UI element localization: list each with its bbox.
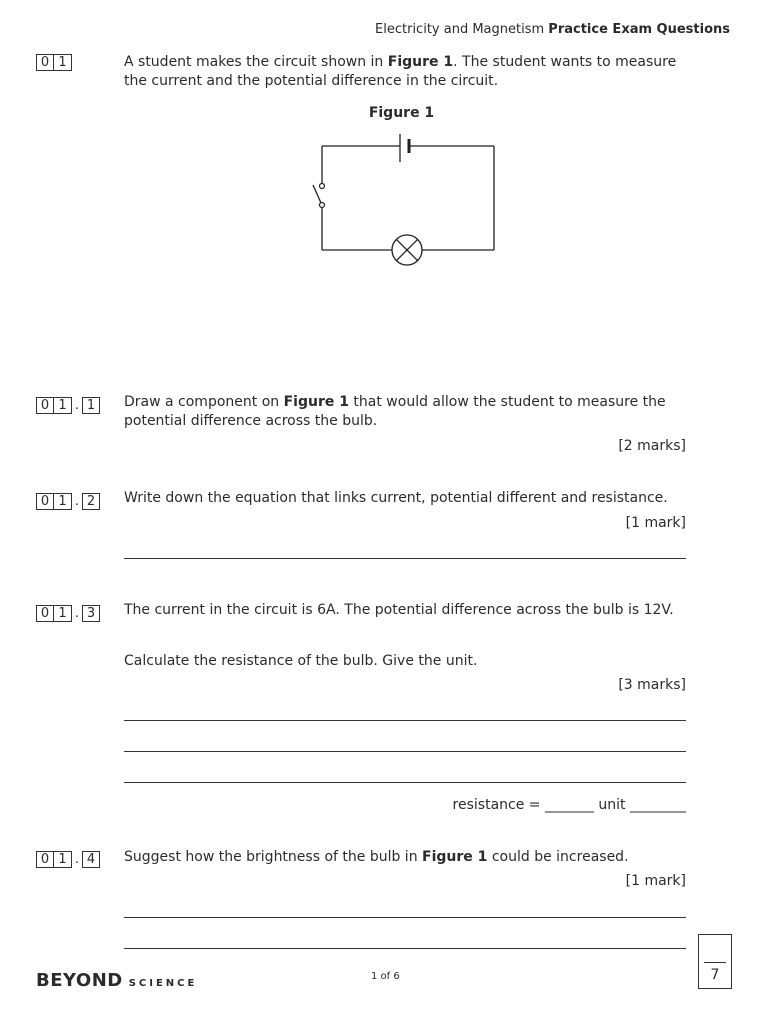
qnum-digit: 3 xyxy=(82,605,100,622)
qnum-digit: 1 xyxy=(54,493,72,510)
question-01-3-text-2: Calculate the resistance of the bulb. Give the unit. xyxy=(124,653,478,669)
qnum-digit: 1 xyxy=(82,397,100,414)
switch-symbol xyxy=(313,184,325,208)
answer-line[interactable] xyxy=(124,751,686,752)
marks-label: [2 marks] xyxy=(618,438,686,454)
qnum-digit: 0 xyxy=(36,54,54,71)
question-number-01-2: 0 1 . 2 xyxy=(36,493,100,510)
qnum-digit: 0 xyxy=(36,851,54,868)
question-number-01-4: 0 1 . 4 xyxy=(36,851,100,868)
question-01-text: A student makes the circuit shown in Figure 1. The student wants to measure the current and the potential difference in the circuit. xyxy=(124,54,677,89)
lamp-symbol xyxy=(392,235,422,265)
qnum-digit: 1 xyxy=(54,851,72,868)
header-title: Practice Exam Questions xyxy=(548,22,730,37)
circuit-diagram xyxy=(300,128,500,268)
question-01-4-text: Suggest how the brightness of the bulb in Figure 1 could be increased. xyxy=(124,849,629,865)
qnum-digit: 0 xyxy=(36,397,54,414)
question-01-3-text: The current in the circuit is 6A. The potential difference across the bulb is 12V. xyxy=(124,602,674,618)
answer-line[interactable] xyxy=(124,558,686,559)
answer-line[interactable] xyxy=(124,948,686,949)
figure-title: Figure 1 xyxy=(368,105,435,121)
page-header xyxy=(375,22,730,37)
qnum-digit: 4 xyxy=(82,851,100,868)
question-01-2-text: Write down the equation that links current, potential different and resistance. xyxy=(124,490,668,506)
qnum-digit: 2 xyxy=(82,493,100,510)
marks-label: [3 marks] xyxy=(618,677,686,693)
question-01-1-text: Draw a component on Figure 1 that would allow the student to measure the potential difference across the bulb. xyxy=(124,394,666,429)
qnum-digit: 0 xyxy=(36,605,54,622)
page-number: 1 of 6 xyxy=(371,971,400,982)
qnum-digit: 1 xyxy=(54,54,72,71)
answer-line[interactable] xyxy=(124,720,686,721)
marks-label: [1 mark] xyxy=(625,873,686,889)
qnum-digit: 1 xyxy=(54,397,72,414)
question-number-01 xyxy=(36,54,72,71)
question-number-01-3: 0 1 . 3 xyxy=(36,605,100,622)
question-number-01-1: 0 1 . 1 xyxy=(36,397,100,414)
qnum-digit: 1 xyxy=(54,605,72,622)
brand-logo: BEYOND SCIENCE xyxy=(36,970,198,991)
qnum-digit: 0 xyxy=(36,493,54,510)
total-marks-box xyxy=(698,934,732,989)
answer-line[interactable] xyxy=(124,782,686,783)
answer-line[interactable] xyxy=(124,917,686,918)
marks-label: [1 mark] xyxy=(625,515,686,531)
resistance-answer-line[interactable]: resistance = _______ unit ________ xyxy=(452,797,686,813)
header-topic: Electricity and Magnetism xyxy=(375,22,545,37)
total-marks: 7 xyxy=(710,967,720,983)
